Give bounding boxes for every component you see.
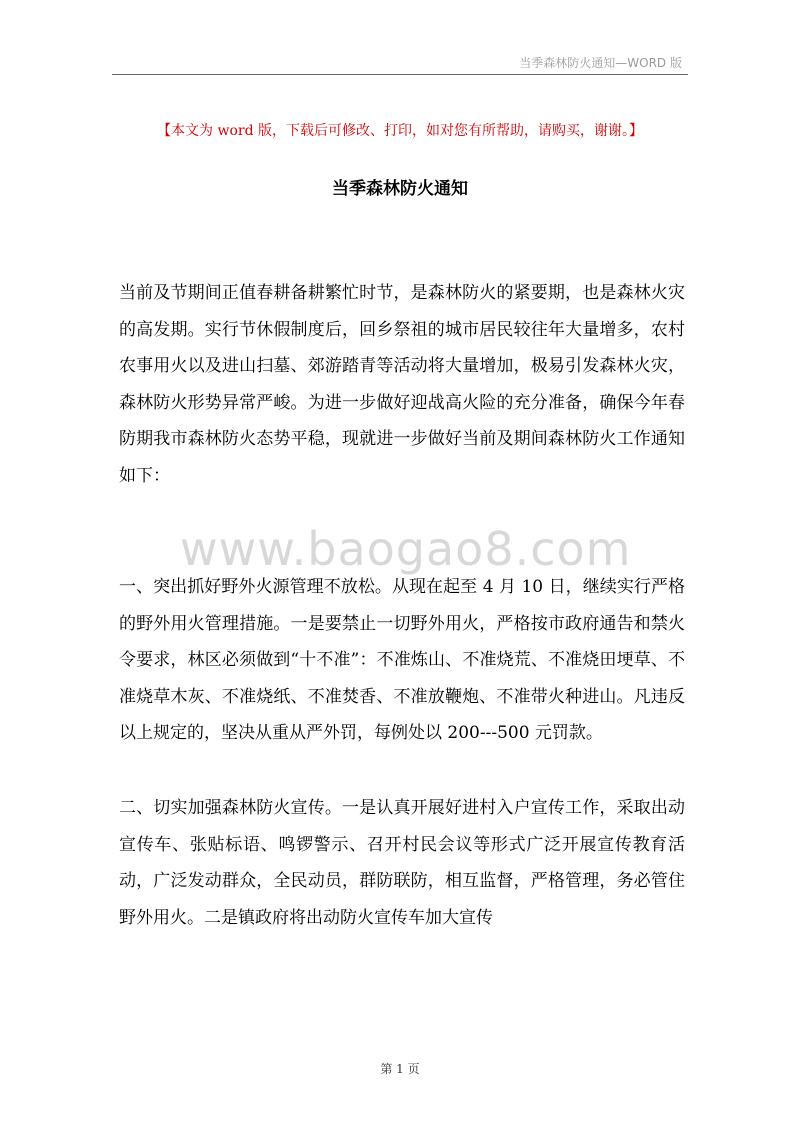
running-header: 当季森林防火通知—WORD 版 — [519, 56, 682, 70]
paragraph-section-1: 一、突出抓好野外火源管理不放松。从现在起至 4 月 10 日，继续实行严格的野外用火管理措施。一是要禁止一切野外用火，严格按市政府通告和禁火令要求，林区必须做到“十不准”：不准炼山、不准烧荒、不准烧田埂草、不准烧草木灰、不准烧纸、不准焚香、不准放鞭炮、不准带火种进山。凡违反以上规定的，坚决从重从严外罚，每例处以 200---500 元罚款。 — [119, 577, 685, 744]
page-number: 第 1 页 — [380, 1062, 420, 1076]
purchase-notice: 【本文为 word 版，下载后可修改、打印，如对您有所帮助，请购买，谢谢。】 — [157, 123, 643, 139]
header-divider — [112, 74, 688, 75]
document-title: 当季森林防火通知 — [332, 179, 468, 199]
paragraph-section-2: 二、切实加强森林防火宣传。一是认真开展好进村入户宣传工作，采取出动宣传车、张贴标语、鸣锣警示、召开村民会议等形式广泛开展宣传教育活动，广泛发动群众，全民动员，群防联防，相互监督，严格管理，务必管住野外用火。二是镇政府将出动防火宣传车加大宣传 — [119, 798, 685, 928]
watermark: www.baogao8.com — [180, 522, 632, 576]
paragraph-intro: 当前及节期间正值春耕备耕繁忙时节，是森林防火的紧要期，也是森林火灾的高发期。实行节休假制度后，回乡祭祖的城市居民较往年大量增多，农村农事用火以及进山扫墓、郊游踏青等活动将大量增加，极易引发森林火灾，森林防火形势异常严峻。为进一步做好迎战高火险的充分准备，确保今年春防期我市森林防火态势平稳，现就进一步做好当前及期间森林防火工作通知如下： — [119, 283, 685, 486]
